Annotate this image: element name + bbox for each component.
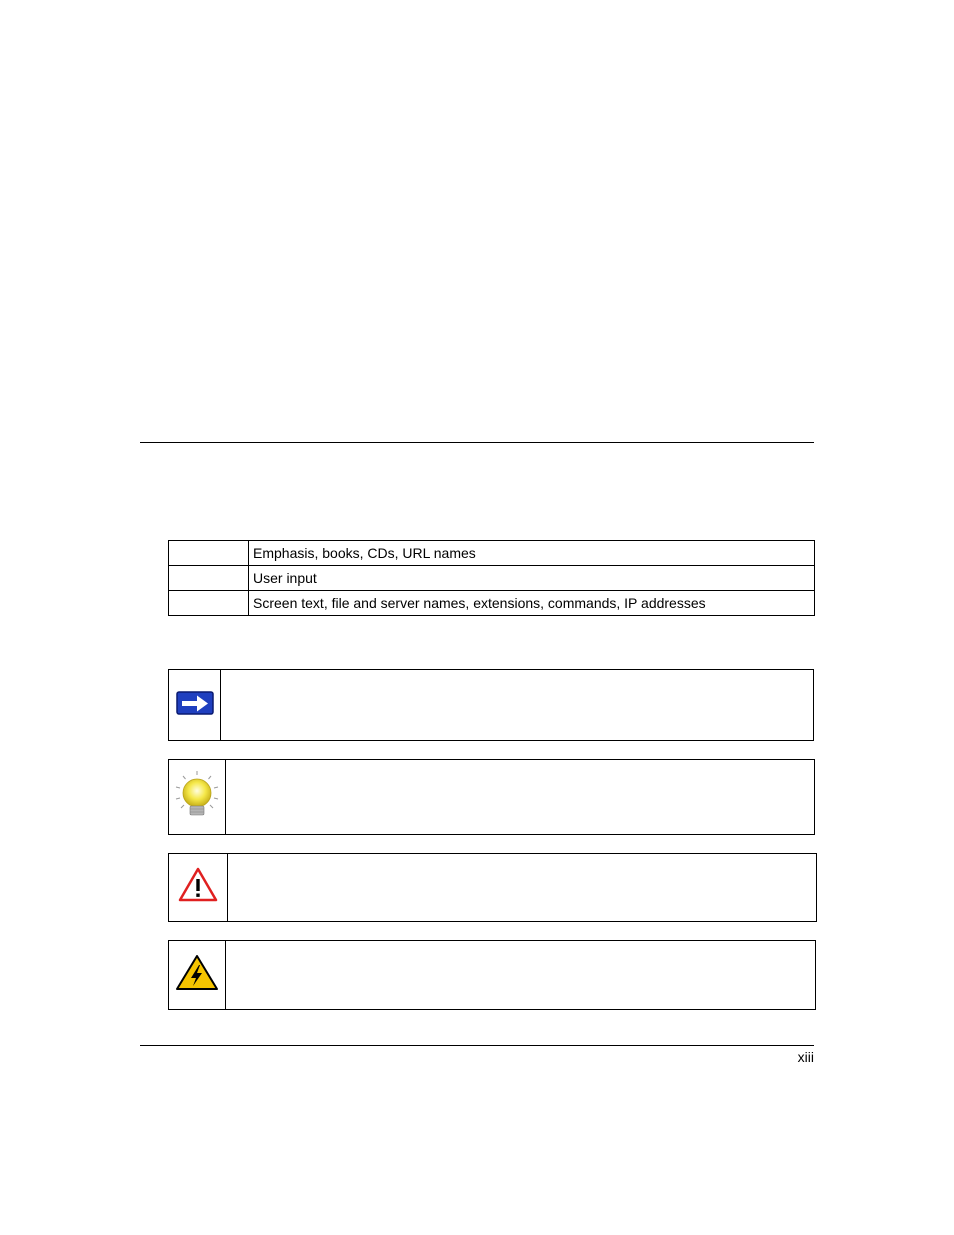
danger-text	[226, 941, 815, 1009]
table-row	[169, 591, 815, 616]
danger-box	[168, 940, 816, 1010]
bottom-rule	[140, 1045, 814, 1046]
typography-conventions-table	[168, 540, 815, 616]
description-cell: User input	[249, 566, 815, 591]
table-row	[169, 566, 815, 591]
top-rule	[140, 442, 814, 443]
warning-box	[168, 853, 817, 922]
note-icon-cell	[169, 670, 221, 740]
note-text	[221, 670, 813, 740]
danger-icon-cell	[169, 941, 226, 1009]
note-box	[168, 669, 814, 741]
tip-text	[226, 760, 814, 834]
format-cell	[169, 566, 249, 591]
tip-icon-cell	[169, 760, 226, 834]
note-arrow-icon	[176, 691, 214, 720]
danger-electrical-icon	[175, 954, 219, 997]
tip-box	[168, 759, 815, 835]
page-number: xiii	[797, 1049, 814, 1065]
warning-triangle-icon	[178, 867, 218, 908]
format-cell	[169, 591, 249, 616]
description-cell: Screen text, file and server names, extensions, commands, IP addresses	[249, 591, 815, 616]
format-cell	[169, 541, 249, 566]
table-row	[169, 541, 815, 566]
description-cell: Emphasis, books, CDs, URL names	[249, 541, 815, 566]
warning-icon-cell	[169, 854, 228, 921]
tip-lightbulb-icon	[172, 770, 222, 825]
warning-text	[228, 854, 816, 921]
